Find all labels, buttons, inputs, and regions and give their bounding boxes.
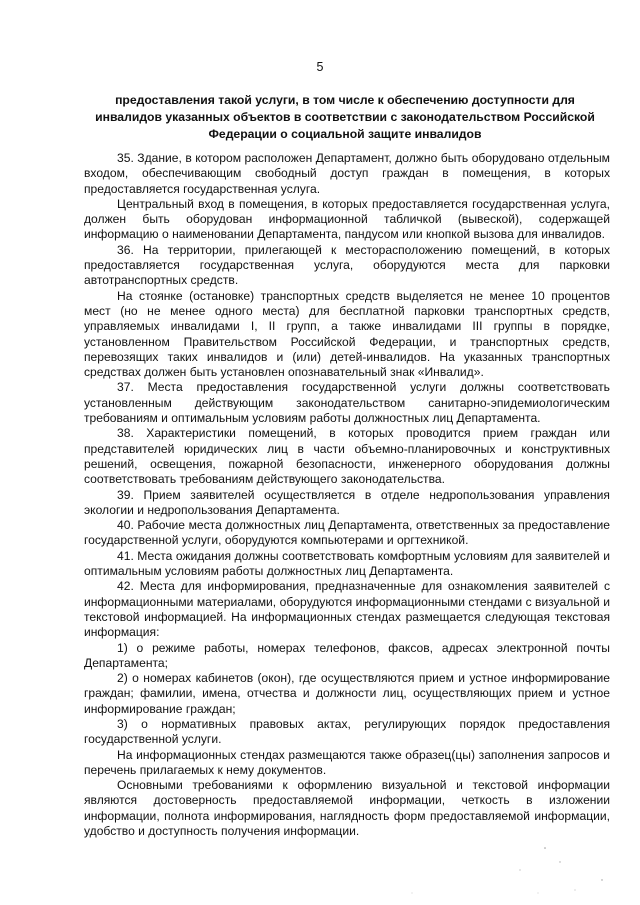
page-number: 5 — [316, 60, 324, 74]
paragraph-35: 35. Здание, в котором расположен Департамент, должно быть оборудовано отдельным входом, обеспечивающим свободный доступ граждан в помещения, в которых предоставляется государственная услуга. — [84, 151, 610, 196]
paragraph-42: 42. Места для информирования, предназначенные для ознакомления заявителей с информационными материалами, оборудуются информационными стендами с визуальной и текстовой информацией. На информационных стендах размещается следующая текстовая информация: — [84, 579, 610, 640]
section-heading: предоставления такой услуги, в том числе к обеспечению доступности для инвалидов указанных объектов в соответствии с законодательством Российской Федерации о социальной защите инвалидов — [95, 93, 595, 141]
paragraph-stands: На информационных стендах размещаются также образец(цы) заполнения запросов и перечень прилагаемых к нему документов. — [84, 747, 610, 777]
list-item-2: 2) о номерах кабинетов (окон), где осуществляются прием и устное информирование граждан; фамилии, имена, отчества и должности лиц, осуществляющих прием и устное информирование граждан; — [84, 671, 610, 716]
paragraph-36: 36. На территории, прилегающей к месторасположению помещений, в которых предоставляется государственная услуга, оборудуются места для парковки автотранспортных средств. — [84, 242, 610, 288]
document-body — [84, 151, 610, 839]
paragraph-41: 41. Места ожидания должны соответствовать комфортным условиям для заявителей и оптимальным условиям работы должностных лиц Департамента. — [84, 548, 610, 579]
paragraph-central-entrance: Центральный вход в помещения, в которых предоставляется государственная услуга, должен быть оборудован информационной табличкой (вывеской), содержащей информацию о наименовании Департамента, пандусом или кнопкой вызова для инвалидов. — [84, 196, 610, 242]
paragraph-39: 39. Прием заявителей осуществляется в отделе недропользования управления экологии и недропользования Департамента. — [84, 487, 610, 517]
list-item-1: 1) о режиме работы, номерах телефонов, факсов, адресах электронной почты Департамента; — [84, 640, 610, 670]
paragraph-37: 37. Места предоставления государственной услуги должны соответствовать установленным действующим законодательством санитарно-эпидемиологическим требованиям и оптимальным условиям работы должностных лиц Департамента. — [84, 380, 610, 426]
paragraph-38: 38. Характеристики помещений, в которых проводится прием граждан или представителей юридических лиц в части объемно-планировочных и конструктивных решений, освещения, пожарной безопасности, инженерного оборудования должны соответствовать требованиям действующего законодательства. — [84, 426, 610, 487]
paragraph-parking: На стоянке (остановке) транспортных средств выделяется не менее 10 процентов мест (но не менее одного места) для бесплатной парковки транспортных средств, управляемых инвалидами I, II групп, а также инвалидами III группы в порядке, установленном Правительством Российской Федерации, и транспортных средств, перевозящих таких инвалидов и (или) детей-инвалидов. На указанных транспортных средствах должен быть установлен опознавательный знак «Инвалид». — [84, 288, 610, 380]
paragraph-40: 40. Рабочие места должностных лиц Департамента, ответственных за предоставление государственной услуги, оборудуются компьютерами и оргтехникой. — [84, 518, 610, 548]
paragraph-requirements: Основными требованиями к оформлению визуальной и текстовой информации являются достоверность предоставляемой информации, четкость в изложении информации, полнота информирования, наглядность форм предоставляемой информации, удобство и доступность получения информации. — [84, 778, 610, 839]
list-item-3: 3) о нормативных правовых актах, регулирующих порядок предоставления государственной услуги. — [84, 716, 610, 747]
